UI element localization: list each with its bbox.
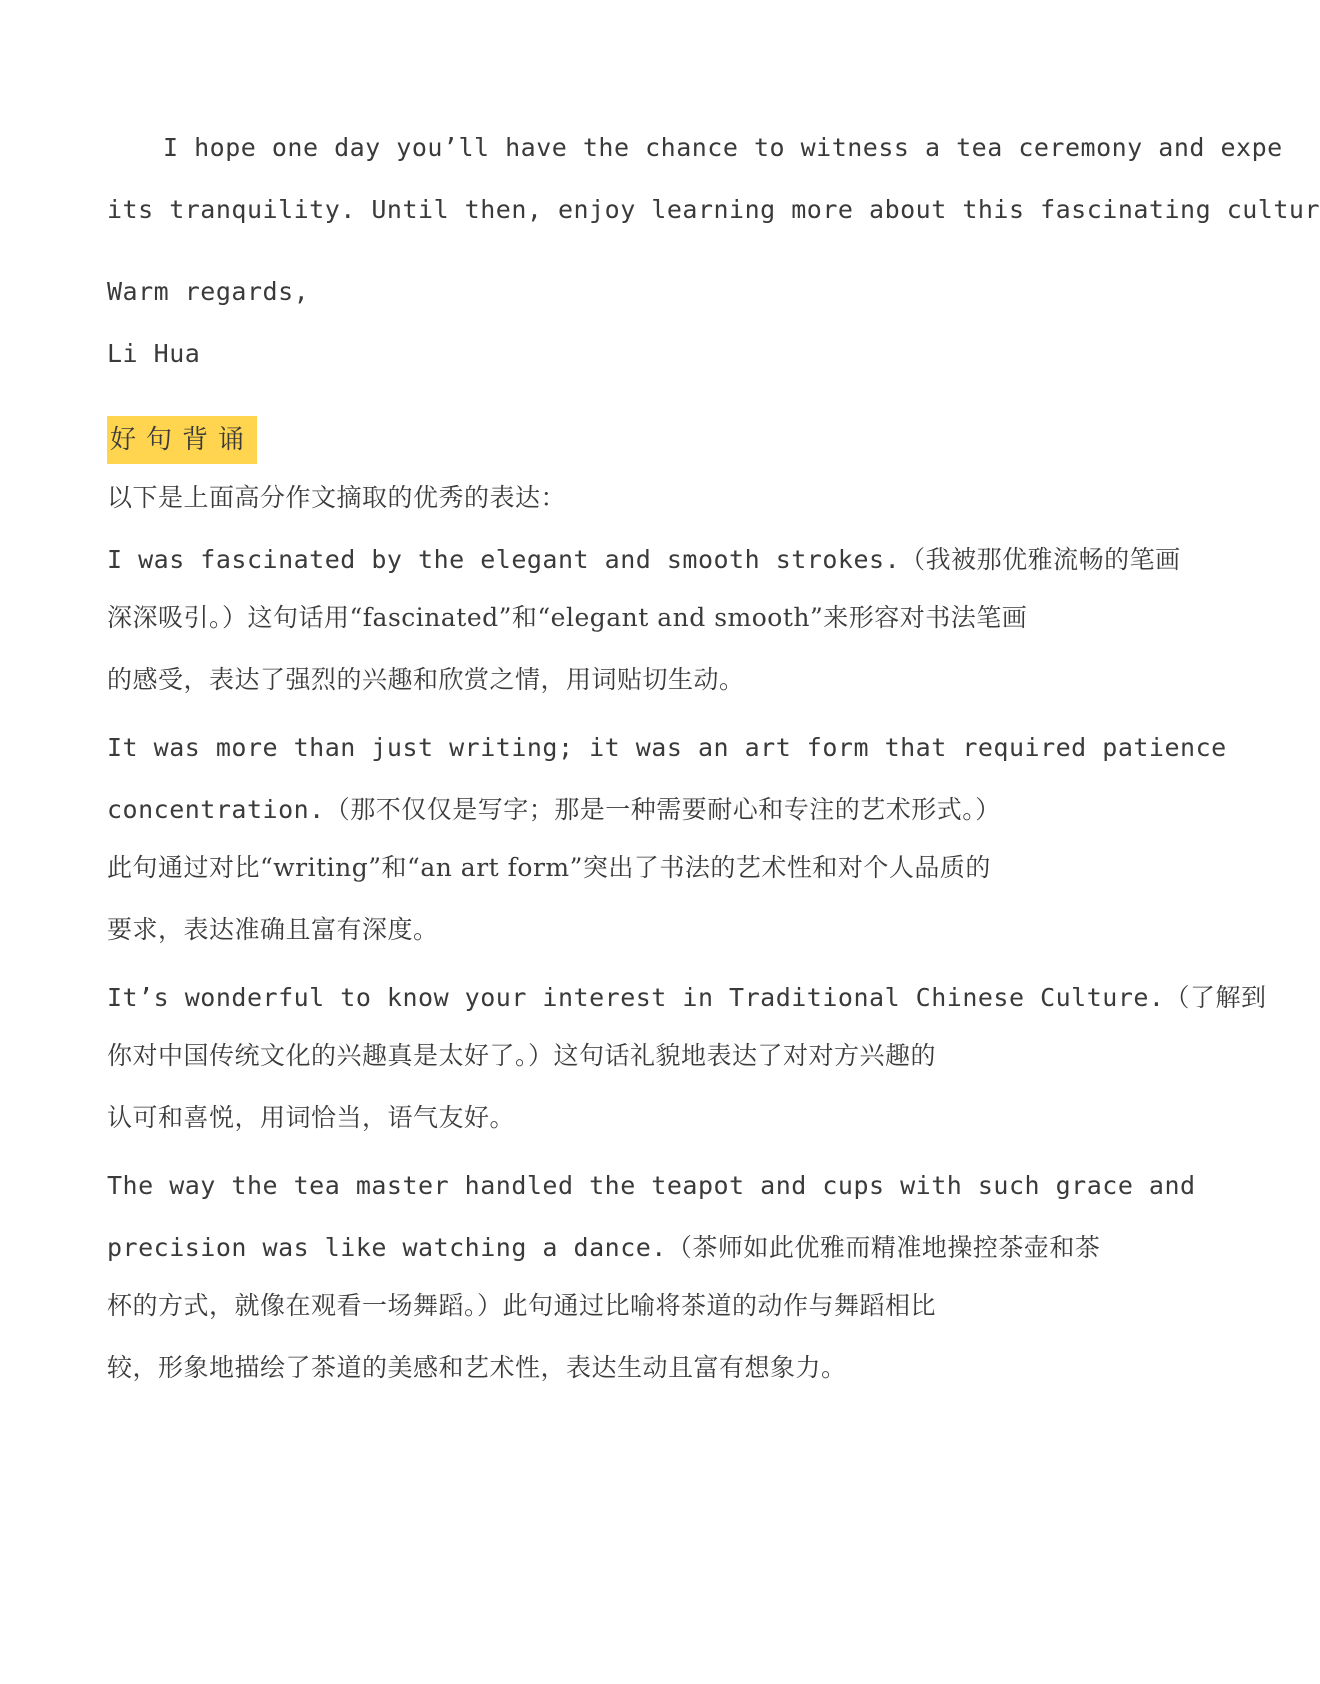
closing-paragraph-line-2: its tranquility. Until then, enjoy learning more about this fascinating cultur [107, 195, 1320, 224]
phrase-3-line-2: 你对中国传统文化的兴趣真是太好了。）这句话礼貌地表达了对对方兴趣的 [107, 1041, 937, 1070]
phrase-3-line-3: 认可和喜悦，用词恰当，语气友好。 [107, 1103, 516, 1132]
phrase-4-line-2: precision was like watching a dance.（茶师如此优雅而精准地操控茶壶和茶 [107, 1233, 1101, 1262]
phrase-2-line-2: concentration.（那不仅仅是写字；那是一种需要耐心和专注的艺术形式。） [107, 795, 1001, 824]
signature: Li Hua [107, 339, 201, 368]
sign-off: Warm regards, [107, 277, 310, 306]
phrase-2-line-3: 此句通过对比“writing”和“an art form”突出了书法的艺术性和对个人品质的 [107, 853, 991, 882]
phrase-4-line-4: 较，形象地描绘了茶道的美感和艺术性，表达生动且富有想象力。 [107, 1353, 847, 1382]
phrase-1-line-1: I was fascinated by the elegant and smooth strokes.（我被那优雅流畅的笔画 [107, 545, 1181, 574]
phrase-2-line-1: It was more than just writing; it was an art form that required patience [107, 733, 1227, 762]
phrase-2-line-4: 要求，表达准确且富有深度。 [107, 915, 439, 944]
section-heading: 好句背诵 [107, 416, 257, 464]
phrase-1-line-2: 深深吸引。）这句话用“fascinated”和“elegant and smooth”来形容对书法笔画 [107, 603, 1028, 632]
phrase-3-line-1: It’s wonderful to know your interest in Traditional Chinese Culture.（了解到 [107, 983, 1267, 1012]
phrase-1-line-3: 的感受，表达了强烈的兴趣和欣赏之情，用词贴切生动。 [107, 665, 745, 694]
phrase-4-line-1: The way the tea master handled the teapot and cups with such grace and [107, 1171, 1196, 1200]
closing-paragraph-line-1: I hope one day you’ll have the chance to witness a tea ceremony and expe [163, 133, 1283, 162]
section-intro: 以下是上面高分作文摘取的优秀的表达： [107, 483, 567, 512]
phrase-4-line-3: 杯的方式，就像在观看一场舞蹈。）此句通过比喻将茶道的动作与舞蹈相比 [107, 1291, 937, 1320]
